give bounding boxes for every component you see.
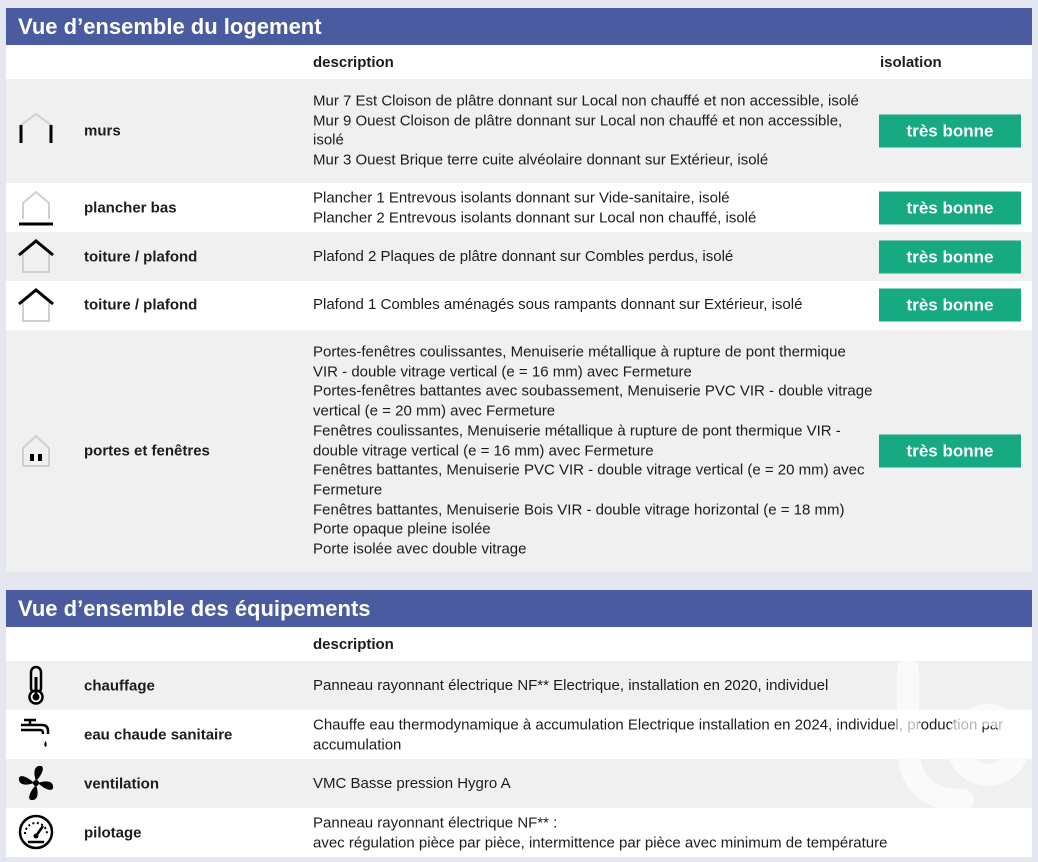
description-line: Mur 7 Est Cloison de plâtre donnant sur Local non chauffé et non accessible, isolé xyxy=(313,92,859,110)
description-line: Mur 9 Ouest Cloison de plâtre donnant sur Local non chauffé et non accessible, isolé xyxy=(313,112,843,149)
row-label: toiture / plafond xyxy=(84,248,198,266)
floor-icon xyxy=(16,187,56,227)
description-line: Fenêtres battantes, Menuiserie PVC VIR - double vitrage vertical (e = 20 mm) avec Fermeture xyxy=(313,461,865,499)
house-windows-icon xyxy=(16,430,56,470)
description-line: Plafond 2 Plaques de plâtre donnant sur Combles perdus, isolé xyxy=(313,248,734,266)
logement-section xyxy=(6,8,1032,572)
description-line: Mur 3 Ouest Brique terre cuite alvéolaire donnant sur Extérieur, isolé xyxy=(313,151,769,169)
logement-row-portes-fenetres xyxy=(6,330,1032,572)
thermometer-icon xyxy=(16,665,56,705)
isolation-badge: très bonne xyxy=(879,115,1021,148)
description-line: Panneau rayonnant électrique NF** Electrique, installation en 2020, individuel xyxy=(313,677,829,695)
logement-row-toiture-1 xyxy=(6,232,1032,281)
description-line: VMC Basse pression Hygro A xyxy=(313,775,511,793)
equipement-row-chauffage xyxy=(6,661,1032,710)
isolation-header: isolation xyxy=(880,54,942,71)
roof-icon xyxy=(16,285,56,325)
isolation-badge: très bonne xyxy=(879,192,1021,225)
description-line: Panneau rayonnant électrique NF** : xyxy=(313,814,558,832)
row-label: eau chaude sanitaire xyxy=(84,726,233,744)
description-line: avec régulation pièce par pièce, intermittence par pièce avec minimum de température xyxy=(313,834,888,851)
row-label: murs xyxy=(84,122,121,140)
description-line: Fenêtres battantes, Menuiserie Bois VIR - double vitrage horizontal (e = 18 mm) xyxy=(313,501,845,519)
row-label: plancher bas xyxy=(84,199,177,217)
logement-column-header xyxy=(6,45,1032,79)
description-line: Fenêtres coulissantes, Menuiserie métallique à rupture de pont thermique VIR - double vitrage vertical (e = 16 mm) avec Fermeture xyxy=(313,422,841,460)
row-description xyxy=(313,247,873,267)
description-line: Portes-fenêtres battantes avec soubassement, Menuiserie PVC VIR - double vitrage vertical (e = 20 mm) avec Fermeture xyxy=(313,383,873,420)
description-line: Plancher 1 Entrevous isolants donnant sur Vide-sanitaire, isolé xyxy=(313,189,730,207)
description-line: Chauffe eau thermodynamique à accumulation Electrique installation en 2024, individuel, production par accumulation xyxy=(313,716,1004,753)
isolation-badge: très bonne xyxy=(879,435,1021,468)
row-label: toiture / plafond xyxy=(84,296,198,314)
row-description xyxy=(313,774,1013,794)
row-description xyxy=(313,676,1013,696)
row-description xyxy=(313,92,873,171)
equipements-section xyxy=(6,590,1032,857)
description-line: Plafond 1 Combles aménagés sous rampants donnant sur Extérieur, isolé xyxy=(313,296,803,314)
logement-row-murs xyxy=(6,79,1032,183)
equipement-row-ventilation xyxy=(6,759,1032,808)
row-label: pilotage xyxy=(84,824,142,842)
wall-icon xyxy=(16,109,56,149)
description-line: Plancher 2 Entrevous isolants donnant sur Local non chauffé, isolé xyxy=(313,209,757,226)
row-description xyxy=(313,813,1013,852)
equipements-column-header xyxy=(6,627,1032,661)
row-description xyxy=(313,295,873,315)
row-label: ventilation xyxy=(84,775,160,793)
logement-title: Vue d’ensemble du logement xyxy=(6,8,1032,45)
row-description xyxy=(313,715,1013,754)
fan-icon xyxy=(16,763,56,803)
roof-icon xyxy=(16,236,56,276)
logement-row-toiture-2 xyxy=(6,281,1032,330)
equipement-row-pilotage xyxy=(6,808,1032,857)
equipement-row-eau-chaude xyxy=(6,710,1032,759)
gauge-icon xyxy=(16,812,56,852)
description-line: Portes-fenêtres coulissantes, Menuiserie métallique à rupture de pont thermique VIR - double vitrage vertical (e = 16 mm) avec Fermeture xyxy=(313,343,846,381)
row-description xyxy=(313,343,873,560)
description-header: description xyxy=(313,54,394,71)
faucet-icon xyxy=(16,714,56,754)
isolation-badge: très bonne xyxy=(879,241,1021,274)
row-label: chauffage xyxy=(84,677,155,695)
row-description xyxy=(313,188,873,227)
description-header: description xyxy=(313,636,394,653)
equipements-title: Vue d’ensemble des équipements xyxy=(6,590,1032,627)
description-line: Porte opaque pleine isolée xyxy=(313,520,491,538)
logement-row-plancher-bas xyxy=(6,183,1032,232)
row-label: portes et fenêtres xyxy=(84,442,210,460)
description-line: Porte isolée avec double vitrage xyxy=(313,540,527,558)
isolation-badge: très bonne xyxy=(879,289,1021,322)
